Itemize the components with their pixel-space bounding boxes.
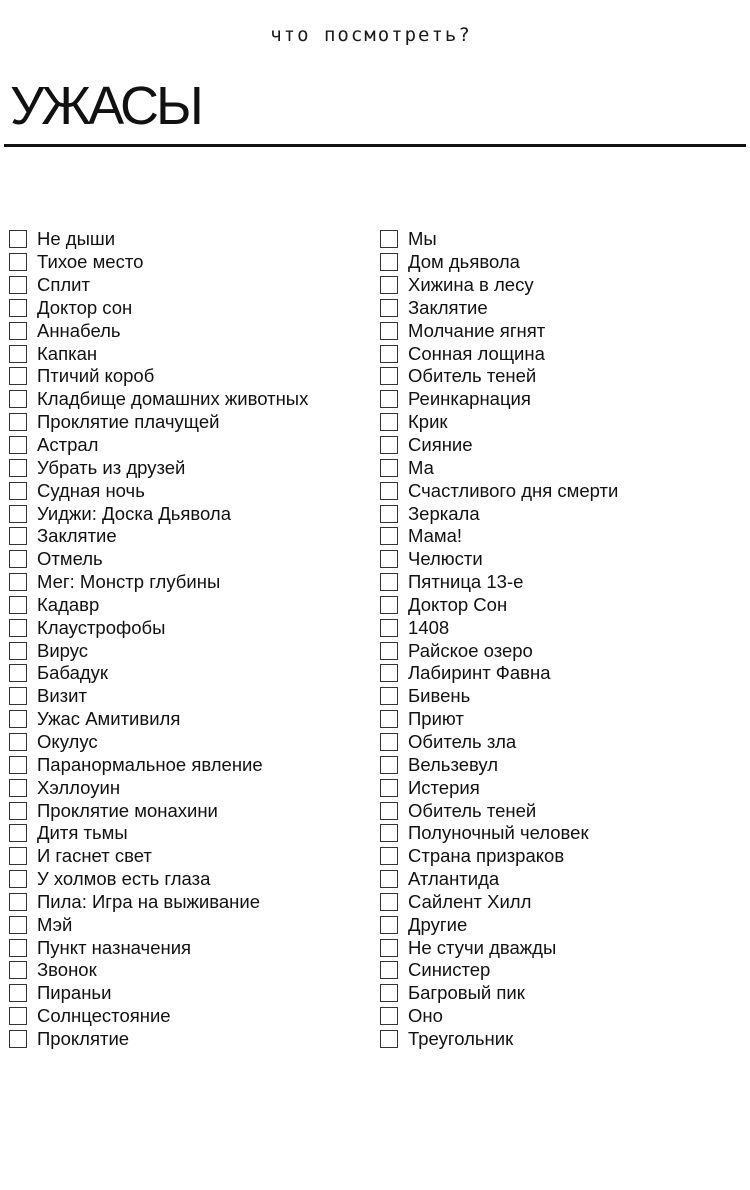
page-heading: УЖАСЫ	[10, 76, 201, 136]
checklist-item-label: Сонная лощина	[408, 342, 545, 364]
checklist-item-label: Капкан	[37, 342, 98, 364]
checklist-item[interactable]	[380, 1005, 745, 1028]
checklist-item-label: Вельзевул	[408, 753, 499, 775]
checkbox[interactable]	[9, 1007, 27, 1025]
checklist-item-label: 1408	[408, 616, 450, 638]
checklist-item[interactable]	[380, 434, 745, 457]
checkbox[interactable]	[9, 619, 27, 637]
checklist-item-label: Истерия	[408, 776, 480, 798]
checkbox[interactable]	[9, 345, 27, 363]
checklist-item-label: Звонок	[37, 959, 97, 981]
checklist-item[interactable]	[9, 731, 369, 754]
checklist-item[interactable]	[380, 685, 745, 708]
checklist-item[interactable]	[9, 959, 369, 982]
checklist-item-label: Пила: Игра на выживание	[37, 890, 260, 912]
checklist-item-label: Обитель теней	[408, 365, 537, 387]
checklist-item-label: Бабадук	[37, 662, 109, 684]
checkbox[interactable]	[380, 1030, 398, 1048]
checklist-item[interactable]	[9, 319, 369, 342]
checkbox[interactable]	[9, 505, 27, 523]
checklist-item[interactable]	[380, 1028, 745, 1051]
checkbox[interactable]	[9, 939, 27, 957]
checkbox[interactable]	[9, 802, 27, 820]
checklist-item-label: Сплит	[37, 274, 90, 296]
checkbox[interactable]	[380, 870, 398, 888]
checkbox[interactable]	[9, 413, 27, 431]
checklist-item-label: Ма	[408, 456, 434, 478]
checkbox[interactable]	[380, 802, 398, 820]
checklist-item[interactable]	[9, 982, 369, 1005]
checklist-item[interactable]	[9, 297, 369, 320]
checkbox[interactable]	[9, 596, 27, 614]
checklist-item-label: Астрал	[37, 434, 99, 456]
checklist-item[interactable]	[9, 799, 369, 822]
checkbox[interactable]	[9, 870, 27, 888]
checklist-item-label: Треугольник	[408, 1027, 514, 1049]
checklist-item-label: Страна призраков	[408, 845, 565, 867]
checklist-item[interactable]	[9, 1028, 369, 1051]
checklist-item-label: Багровый пик	[408, 982, 525, 1004]
checkbox[interactable]	[9, 916, 27, 934]
checklist-item-label: Хижина в лесу	[408, 274, 534, 296]
checklist-item-label: Вирус	[37, 639, 89, 661]
checklist-item[interactable]	[9, 1005, 369, 1028]
checklist-item-label: Атлантида	[408, 868, 500, 890]
checkbox[interactable]	[380, 527, 398, 545]
checkbox[interactable]	[9, 961, 27, 979]
checkbox[interactable]	[380, 550, 398, 568]
checklist-item[interactable]	[9, 548, 369, 571]
checkbox[interactable]	[9, 733, 27, 751]
checklist-item-label: Пятница 13-е	[408, 571, 524, 593]
checklist-item-label: Лабиринт Фавна	[408, 662, 551, 684]
checkbox[interactable]	[380, 299, 398, 317]
checklist-item-label: Доктор сон	[37, 296, 133, 318]
checklist-item-label: Солнцестояние	[37, 1005, 171, 1027]
checklist-item-label: Кладбище домашних животных	[37, 388, 309, 410]
checkbox[interactable]	[380, 824, 398, 842]
checklist-item[interactable]	[380, 708, 745, 731]
checklist-item[interactable]	[380, 982, 745, 1005]
checkbox[interactable]	[9, 482, 27, 500]
checkbox[interactable]	[9, 550, 27, 568]
checklist-item[interactable]	[380, 251, 745, 274]
checklist-item[interactable]	[9, 411, 369, 434]
checklist-item-label: Реинкарнация	[408, 388, 531, 410]
checklist-item-label: Счастливого дня смерти	[408, 479, 619, 501]
checkbox[interactable]	[380, 984, 398, 1002]
checklist-item[interactable]	[9, 228, 369, 251]
checklist-item[interactable]	[9, 708, 369, 731]
checklist-item-label: Аннабель	[37, 319, 121, 341]
checkbox[interactable]	[9, 573, 27, 591]
checkbox[interactable]	[9, 687, 27, 705]
checklist-item[interactable]	[380, 411, 745, 434]
checklist-item[interactable]	[380, 456, 745, 479]
checklist-item[interactable]	[9, 502, 369, 525]
checklist-item-label: Заклятие	[408, 296, 488, 318]
heading-divider	[4, 144, 746, 147]
checklist-item-label: Клаустрофобы	[37, 616, 166, 638]
checkbox[interactable]	[9, 299, 27, 317]
checkbox[interactable]	[380, 596, 398, 614]
checklist-item[interactable]	[9, 525, 369, 548]
checklist-item[interactable]	[9, 456, 369, 479]
checklist-item-label: Доктор Сон	[408, 593, 508, 615]
checklist-item-label: Проклятие монахини	[37, 799, 218, 821]
checklist-item[interactable]	[380, 845, 745, 868]
checklist-item[interactable]	[380, 913, 745, 936]
checkbox[interactable]	[380, 390, 398, 408]
checklist-item[interactable]	[9, 365, 369, 388]
checklist-item[interactable]	[380, 799, 745, 822]
checklist-item[interactable]	[380, 594, 745, 617]
checkbox[interactable]	[380, 1007, 398, 1025]
checklist-item[interactable]	[380, 548, 745, 571]
checkbox[interactable]	[380, 756, 398, 774]
checklist-item[interactable]	[9, 662, 369, 685]
checkbox[interactable]	[9, 322, 27, 340]
checklist-item-label: Визит	[37, 685, 87, 707]
checklist-item[interactable]	[380, 616, 745, 639]
checklist-item-label: Пункт назначения	[37, 936, 192, 958]
checklist-item-label: Мег: Монстр глубины	[37, 571, 221, 593]
checklist-item[interactable]	[9, 890, 369, 913]
checklist-item[interactable]	[380, 959, 745, 982]
checklist-item-label: Птичий короб	[37, 365, 155, 387]
checklist-item[interactable]	[9, 776, 369, 799]
checklist-item[interactable]	[9, 616, 369, 639]
checkbox[interactable]	[380, 779, 398, 797]
checkbox[interactable]	[9, 253, 27, 271]
checklist-item-label: Крик	[408, 411, 448, 433]
checklist-item-label: И гаснет свет	[37, 845, 152, 867]
checklist-item[interactable]	[380, 639, 745, 662]
checkbox[interactable]	[9, 367, 27, 385]
checklist-item[interactable]	[380, 319, 745, 342]
checkbox[interactable]	[380, 482, 398, 500]
checklist-item[interactable]	[380, 822, 745, 845]
checklist-item-label: Оно	[408, 1005, 443, 1027]
checklist-item-label: Отмель	[37, 548, 103, 570]
checklist-item-label: Обитель теней	[408, 799, 537, 821]
checklist-item-label: Сайлент Хилл	[408, 890, 532, 912]
checklist-item-label: Челюсти	[408, 548, 483, 570]
checklist-item[interactable]	[380, 868, 745, 891]
checklist-item[interactable]	[9, 822, 369, 845]
checklist-item[interactable]	[9, 434, 369, 457]
checkbox[interactable]	[9, 1030, 27, 1048]
checkbox[interactable]	[9, 824, 27, 842]
checklist-item[interactable]	[380, 731, 745, 754]
checklist-item-label: Проклятие	[37, 1027, 130, 1049]
checkbox[interactable]	[380, 619, 398, 637]
checkbox[interactable]	[9, 230, 27, 248]
checklist-item[interactable]	[9, 936, 369, 959]
checklist-item[interactable]	[9, 479, 369, 502]
checklist-item[interactable]	[380, 365, 745, 388]
checklist-item[interactable]	[9, 251, 369, 274]
checklist-item-label: У холмов есть глаза	[37, 868, 211, 890]
checklist-item-label: Хэллоуин	[37, 776, 121, 798]
checkbox[interactable]	[380, 847, 398, 865]
checkbox[interactable]	[380, 253, 398, 271]
checklist-item-label: Сияние	[408, 434, 473, 456]
checklist-item-label: Молчание ягнят	[408, 319, 546, 341]
checklist-item-label: Пираньи	[37, 982, 112, 1004]
checklist-item-label: Обитель зла	[408, 730, 517, 752]
checkbox[interactable]	[9, 756, 27, 774]
checklist-item-label: Мэй	[37, 913, 73, 935]
checkbox[interactable]	[9, 664, 27, 682]
checklist-item-label: Судная ночь	[37, 479, 145, 501]
checklist-right-column	[380, 228, 745, 1050]
checklist-item[interactable]	[380, 342, 745, 365]
checklist-item[interactable]	[9, 845, 369, 868]
checkbox[interactable]	[9, 710, 27, 728]
checklist-item-label: Дом дьявола	[408, 251, 520, 273]
checklist-item[interactable]	[9, 639, 369, 662]
checklist-item[interactable]	[380, 776, 745, 799]
checklist-item-label: Заклятие	[37, 525, 117, 547]
checklist-item[interactable]	[9, 753, 369, 776]
checkbox[interactable]	[9, 779, 27, 797]
page-subtitle: что посмотреть?	[270, 24, 472, 46]
checkbox[interactable]	[380, 710, 398, 728]
checklist-item[interactable]	[9, 388, 369, 411]
checklist-item[interactable]	[380, 228, 745, 251]
checklist-item[interactable]	[380, 297, 745, 320]
checklist-item-label: Ужас Амитивиля	[37, 708, 181, 730]
checklist-item[interactable]	[9, 571, 369, 594]
checklist-item-label: Приют	[408, 708, 464, 730]
checklist-item-label: Мы	[408, 228, 437, 250]
checkbox[interactable]	[380, 916, 398, 934]
checklist-item[interactable]	[9, 913, 369, 936]
checklist-item[interactable]	[9, 685, 369, 708]
checkbox[interactable]	[9, 984, 27, 1002]
checkbox[interactable]	[380, 459, 398, 477]
checkbox[interactable]	[9, 276, 27, 294]
checklist-item-label: Бивень	[408, 685, 471, 707]
checklist-item[interactable]	[9, 868, 369, 891]
checkbox[interactable]	[380, 664, 398, 682]
checklist-item-label: Не стучи дважды	[408, 936, 557, 958]
checklist-item[interactable]	[9, 342, 369, 365]
checklist-item[interactable]	[380, 479, 745, 502]
checkbox[interactable]	[380, 436, 398, 454]
checklist-item-label: Мама!	[408, 525, 463, 547]
checkbox[interactable]	[380, 642, 398, 660]
checkbox[interactable]	[380, 893, 398, 911]
checkbox[interactable]	[380, 230, 398, 248]
checklist-item-label: Уиджи: Доска Дьявола	[37, 502, 232, 524]
checklist-left-column	[9, 228, 369, 1050]
checklist-item-label: Не дыши	[37, 228, 116, 250]
checkbox[interactable]	[380, 505, 398, 523]
checklist-item[interactable]	[380, 502, 745, 525]
checkbox[interactable]	[9, 527, 27, 545]
checklist-item[interactable]	[380, 274, 745, 297]
checklist-item[interactable]	[380, 936, 745, 959]
checkbox[interactable]	[380, 687, 398, 705]
checklist-item[interactable]	[9, 594, 369, 617]
checkbox[interactable]	[380, 573, 398, 591]
checklist-item[interactable]	[380, 525, 745, 548]
checkbox[interactable]	[9, 642, 27, 660]
checklist-item-label: Паранормальное явление	[37, 753, 263, 775]
checklist-item-label: Зеркала	[408, 502, 480, 524]
checkbox[interactable]	[9, 459, 27, 477]
checklist-item[interactable]	[380, 753, 745, 776]
checkbox[interactable]	[380, 322, 398, 340]
checkbox[interactable]	[380, 939, 398, 957]
checklist-item-label: Окулус	[37, 730, 98, 752]
checklist-item[interactable]	[9, 274, 369, 297]
checklist-item-label: Кадавр	[37, 593, 100, 615]
checklist-item[interactable]	[380, 571, 745, 594]
checkbox[interactable]	[380, 413, 398, 431]
checkbox[interactable]	[9, 436, 27, 454]
checkbox[interactable]	[9, 847, 27, 865]
checklist-item[interactable]	[380, 890, 745, 913]
checklist-item-label: Тихое место	[37, 251, 144, 273]
checkbox[interactable]	[380, 276, 398, 294]
checkbox[interactable]	[380, 345, 398, 363]
checklist-item-label: Полуночный человек	[408, 822, 589, 844]
checklist-item-label: Другие	[408, 913, 468, 935]
checkbox[interactable]	[380, 961, 398, 979]
checklist-item[interactable]	[380, 662, 745, 685]
checkbox[interactable]	[9, 893, 27, 911]
checklist-item-label: Райское озеро	[408, 639, 533, 661]
checklist-item[interactable]	[380, 388, 745, 411]
checklist-item-label: Проклятие плачущей	[37, 411, 220, 433]
checklist-item-label: Дитя тьмы	[37, 822, 128, 844]
checklist-item-label: Синистер	[408, 959, 491, 981]
checkbox[interactable]	[380, 367, 398, 385]
checkbox[interactable]	[9, 390, 27, 408]
checkbox[interactable]	[380, 733, 398, 751]
checklist-item-label: Убрать из друзей	[37, 456, 186, 478]
